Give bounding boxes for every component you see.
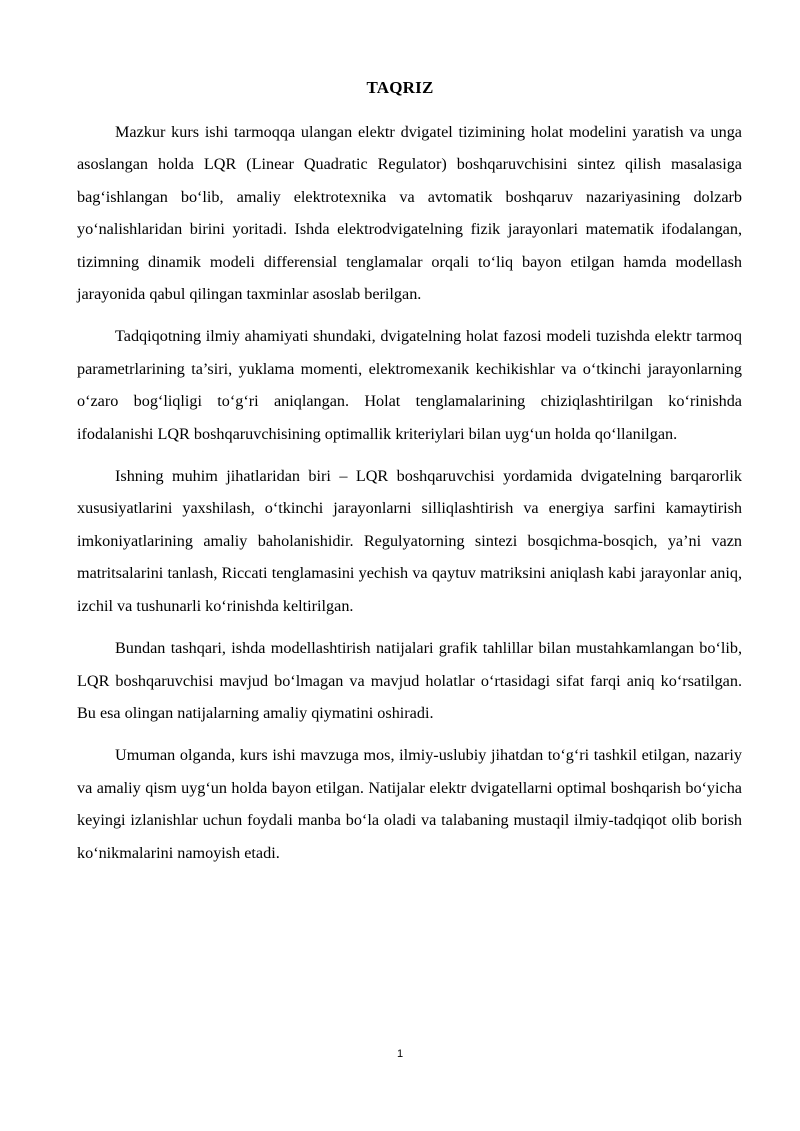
paragraph-2: Tadqiqotning ilmiy ahamiyati shundaki, dvigatelning holat fazosi modeli tuzishda elektr tarmoq parametrlarining ta’siri, yuklama momenti, elektromexanik kechikishlar va o‘tkinchi jarayonlarning o‘zaro bog‘liqligi to‘g‘ri aniqlangan. Holat tenglamalarining chiziqlashtirilgan ko‘rinishda ifodalanishi LQR boshqaruvchisining optimallik kriteriylari bilan uyg‘un holda qo‘llanilgan. [77,327,742,443]
paragraph-1: Mazkur kurs ishi tarmoqqa ulangan elektr dvigatel tizimining holat modelini yaratish va unga asoslangan holda LQR (Linear Quadratic Regulator) boshqaruvchisini sintez qilish masalasiga bag‘ishlangan bo‘lib, amaliy elektrotexnika va avtomatik boshqaruv nazariyasining dolzarb yo‘nalishlaridan birini yoritadi. Ishda elektrodvigatelning fizik jarayonlari matematik ifodalangan, tizimning dinamik modeli differensial tenglamalar orqali to‘liq bayon etilgan hamda modellash jarayonida qabul qilingan taxminlar asoslab berilgan. [77,123,742,304]
document-body [77,116,742,879]
paragraph-5: Umuman olganda, kurs ishi mavzuga mos, ilmiy-uslubiy jihatdan to‘g‘ri tashkil etilgan, nazariy va amaliy qism uyg‘un holda bayon etilgan. Natijalar elektr dvigatellarni optimal boshqarish bo‘yicha keyingi izlanishlar uchun foydali manba bo‘la oladi va talabaning mustaqil ilmiy-tadqiqot olib borish ko‘nikmalarini namoyish etadi. [77,746,742,862]
page-title: TAQRIZ [366,78,434,97]
paragraph-4: Bundan tashqari, ishda modellashtirish natijalari grafik tahlillar bilan mustahkamlangan bo‘lib, LQR boshqaruvchisi mavjud bo‘lmagan va mavjud holatlar o‘rtasidagi sifat farqi aniq ko‘rsatilgan. Bu esa olingan natijalarning amaliy qiymatini oshiradi. [77,639,742,722]
page-number: 1 [396,1048,404,1060]
paragraph-3: Ishning muhim jihatlaridan biri – LQR boshqaruvchisi yordamida dvigatelning barqarorlik xususiyatlarini yaxshilash, o‘tkinchi jarayonlarni silliqlashtirish va energiya sarfini kamaytirish imkoniyatlarining amaliy baholanishidir. Regulyatorning sintezi bosqichma-bosqich, ya’ni vazn matritsalarini tanlash, Riccati tenglamasini yechish va qaytuv matriksini aniqlash kabi jarayonlar aniq, izchil va tushunarli ko‘rinishda keltirilgan. [77,467,742,615]
